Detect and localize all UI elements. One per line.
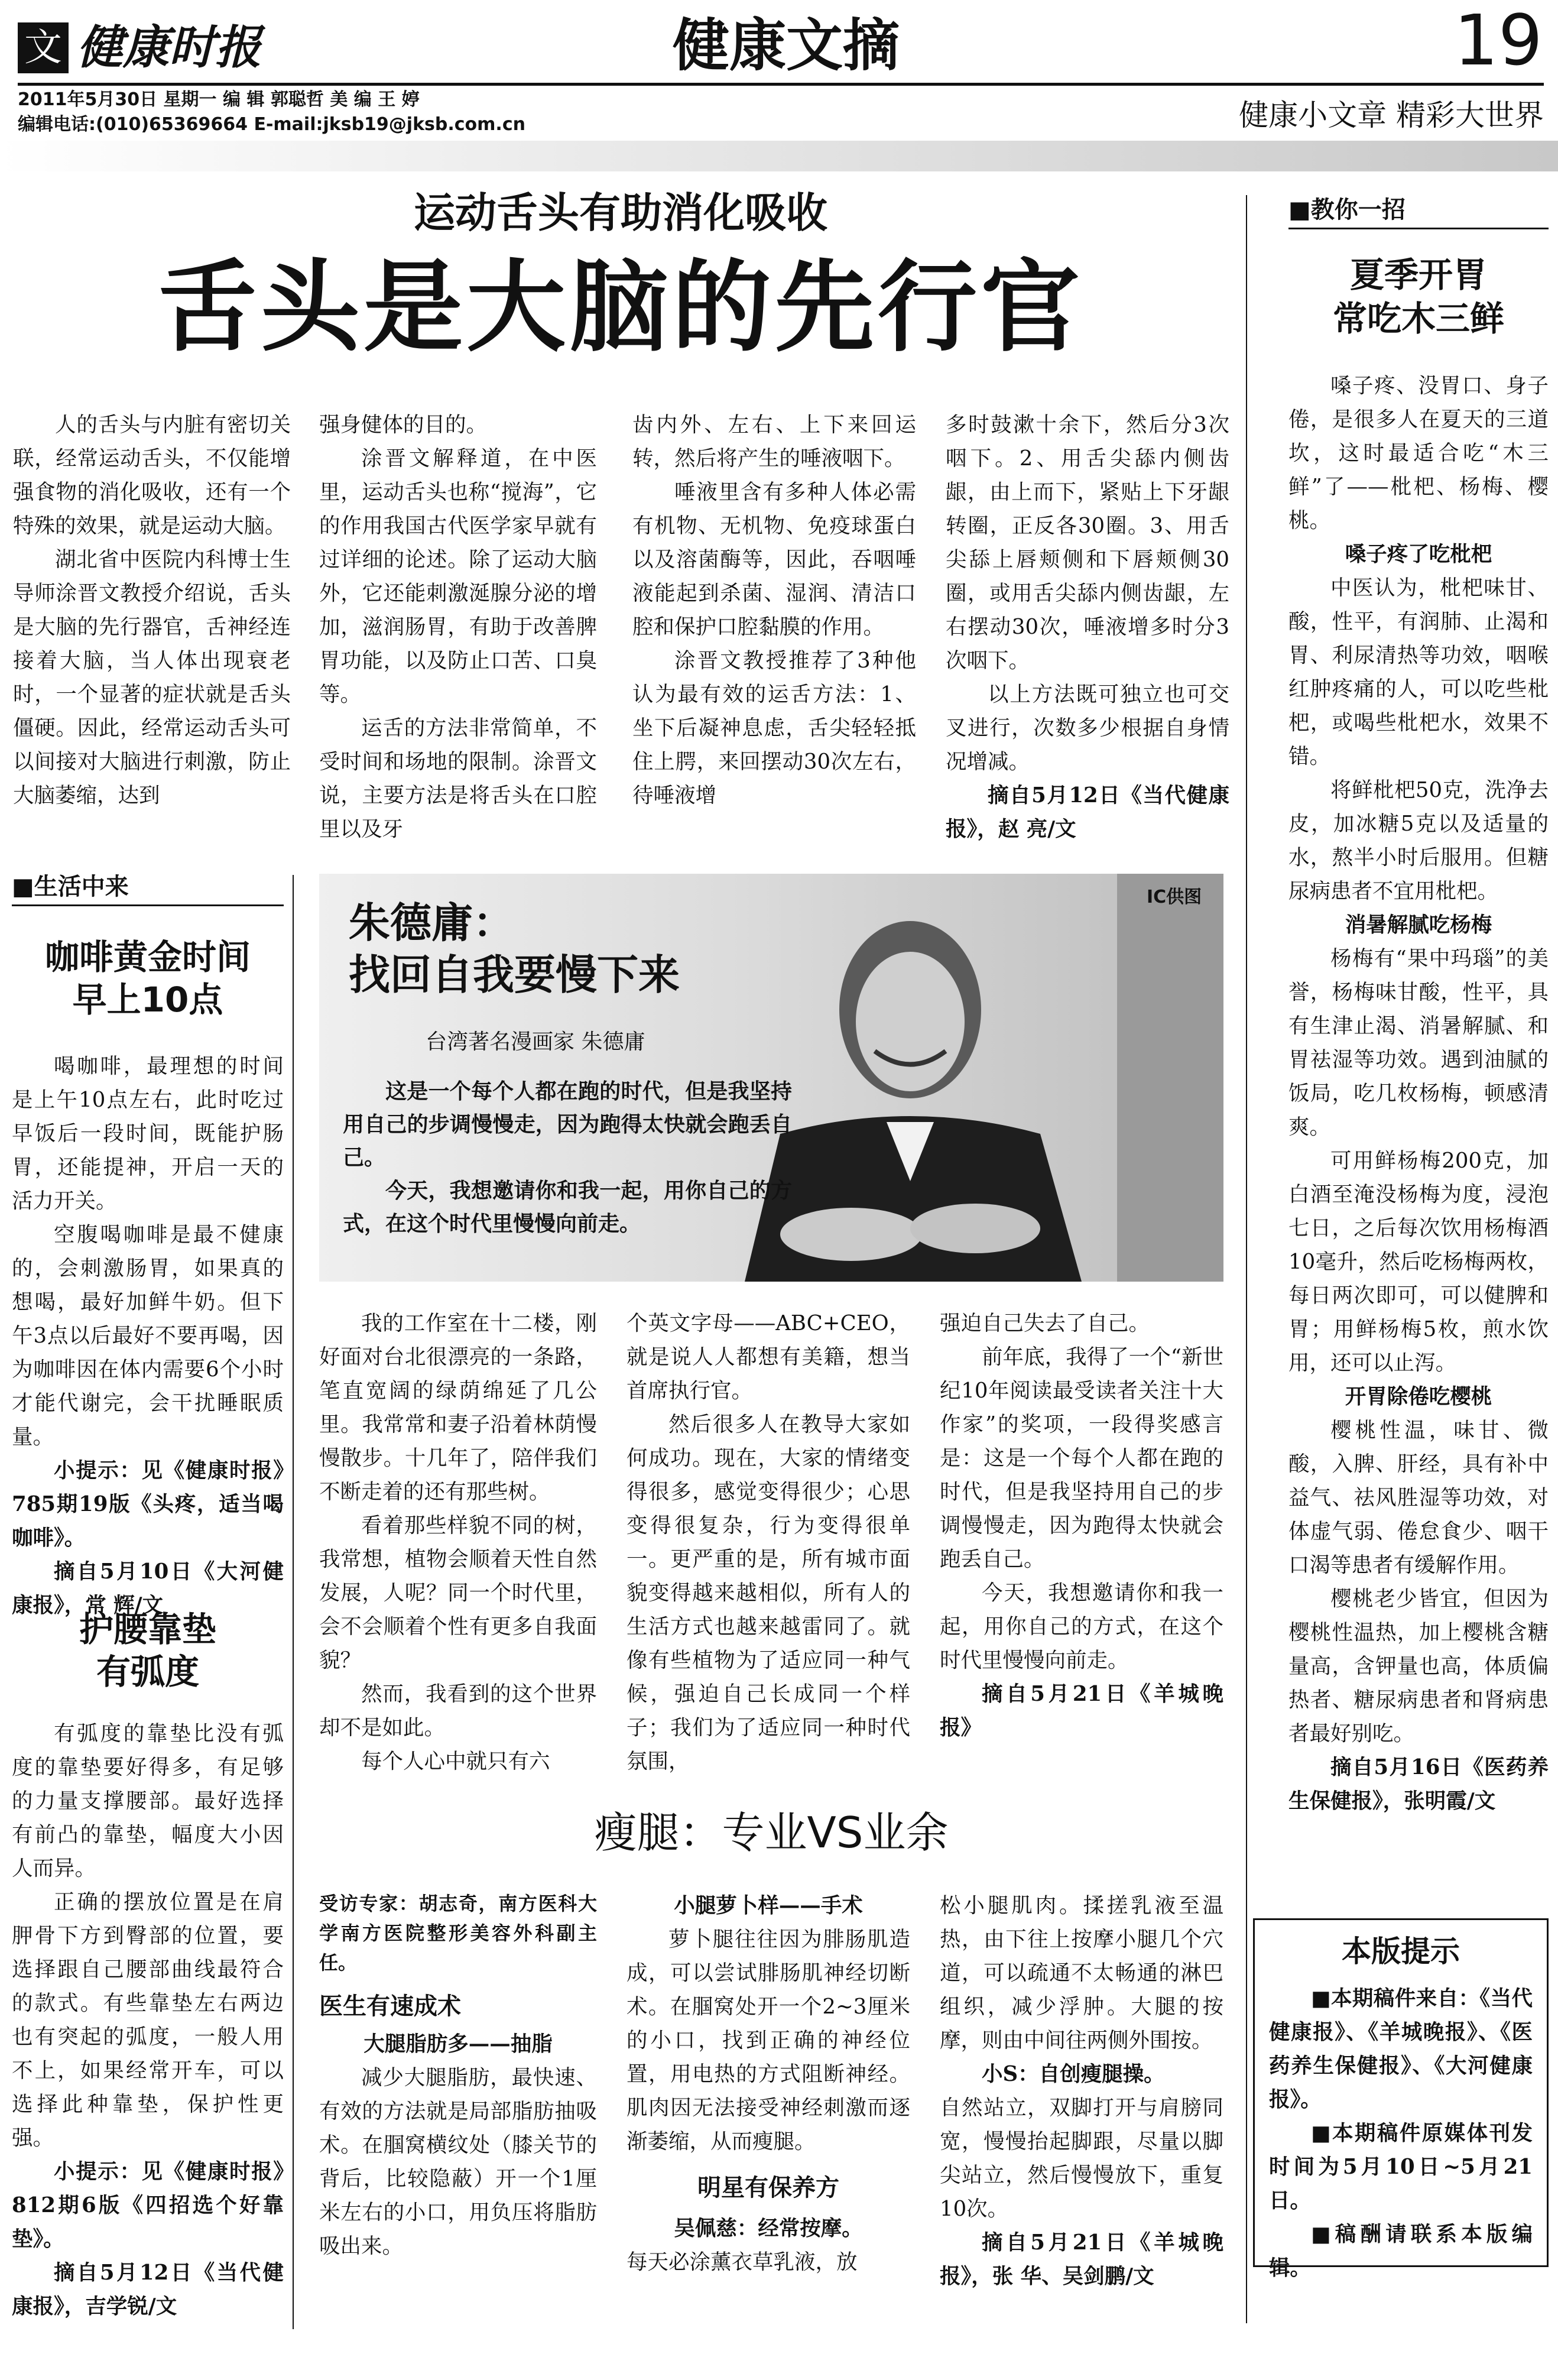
- zhu-col-1: [319, 1306, 597, 1778]
- summer-section-label: ■教你一招: [1288, 192, 1549, 229]
- legs-col-1: [319, 1889, 597, 2263]
- zhu-photo-credit: IC供图: [1147, 887, 1202, 907]
- legs-source: 摘自5月21日《羊城晚报》，张 华、吴剑鹏/文: [940, 2230, 1223, 2288]
- tongue-col-2: [319, 408, 597, 846]
- tongue-col-4: [946, 408, 1229, 846]
- zhu-col3-p1: 强迫自己失去了自己。: [940, 1311, 1150, 1335]
- tongue-col4-p2: 以上方法既可独立也可交叉进行，次数多少根据自身情况增减。: [946, 682, 1229, 774]
- zhu-col1-p3: 然而，我看到的这个世界却不是如此。: [319, 1682, 597, 1740]
- summer-sub1: 嗓子疼了吃枇杷: [1345, 542, 1492, 566]
- coffee-article: [12, 869, 284, 1622]
- zhu-col2-p2: 然后很多人在教导大家如何成功。现在，大家的情绪变得很多，感觉变得很少；心思变得很复杂，行为变得很单一。更严重的是，所有城市面貌变得越来越相似，所有人的生活方式也越来越雷同了。就像有些植物为了适应同一种气候，强迫自己长成同一个样子；我们为了适应同一种时代氛围，: [627, 1412, 910, 1773]
- zhu-byline: 台湾著名漫画家 朱德庸: [426, 1030, 645, 1054]
- summer-p2b: 可用鲜杨梅200克，加白酒至淹没杨梅为度，浸泡七日，之后每次饮用杨梅酒10毫升，然后吃杨梅两枚，每日两次即可，可以健脾和胃；用鲜杨梅5枚，煎水饮用，还可以止泻。: [1288, 1149, 1549, 1375]
- zhu-col-2: [627, 1306, 910, 1778]
- notice-item-1: ■本期稿件来自：《当代健康报》、《羊城晚报》、《医药养生保健报》、《大河健康报》。: [1269, 1986, 1533, 2112]
- zhu-title-2: 找回自我要慢下来: [349, 950, 680, 999]
- summer-p3a: 樱桃性温，味甘、微酸，入脾、肝经，具有补中益气、祛风胜湿等功效，对体虚气弱、倦怠食少、咽干口渴等患者有缓解作用。: [1288, 1418, 1549, 1577]
- notice-title: 本版提示: [1342, 1934, 1460, 1969]
- logo-mark-icon: 文: [18, 22, 69, 73]
- right-column-rule: [1246, 195, 1247, 2323]
- coffee-section-label: ■生活中来: [12, 869, 284, 906]
- zhu-quote-1: 这是一个每个人都在跑的时代，但是我坚持用自己的步调慢慢走，因为跑得太快就会跑丢自己。: [343, 1079, 792, 1170]
- zhu-photo-panel: [319, 874, 1223, 1282]
- tongue-col3-p1: 齿内外、左右、上下来回运转，然后将产生的唾液咽下。: [632, 413, 916, 471]
- legs-star1-text: 每天必涂薰衣草乳液，放: [627, 2250, 858, 2274]
- summer-intro: 嗓子疼、没胃口、身子倦，是很多人在夏天的三道坎，这时最适合吃“木三鲜”了——枇杷、杨梅、樱桃。: [1288, 374, 1549, 533]
- tongue-col2-p2: 涂晋文解释道，在中医里，运动舌头也称“搅海”，它的作用我国古代医学家早就有过详细的论述。除了运动大脑外，它还能刺激涎腺分泌的增加，滋润肠胃，有助于改善脾胃功能，以及防止口苦、口臭等。: [319, 446, 597, 706]
- notice-item-2: ■本期稿件原媒体刊发时间为5月10日~5月21日。: [1269, 2121, 1533, 2213]
- tongue-col-3: [632, 408, 916, 812]
- legs-col3-text: 松小腿肌肉。揉搓乳液至温热，由下往上按摩小腿几个穴道，可以疏通不太畅通的淋巴组织，减少浮肿。大腿的按摩，则由中间往两侧外围按。: [940, 1893, 1223, 2052]
- zhu-title-1: 朱德庸：: [349, 898, 514, 947]
- page-number: 19: [1453, 0, 1543, 81]
- legs-sub2: 小腿萝卜样——手术: [674, 1893, 863, 1918]
- logo-text: 健康时报: [77, 21, 262, 74]
- coffee-title-1: 咖啡黄金时间: [44, 937, 251, 977]
- legs-star-head: 明星有保养方: [697, 2174, 839, 2201]
- masthead-gray-bar: [0, 141, 1558, 171]
- legs-col1-text: 减少大腿脂肪，最快速、有效的方法就是局部脂肪抽吸术。在腘窝横纹处（膝关节的背后，比较隐蔽）开一个1厘米左右的小口，用负压将脂肪吸出来。: [319, 2066, 597, 2258]
- tongue-col3-p2: 唾液里含有多种人体必需有机物、无机物、免疫球蛋白以及溶菌酶等，因此，吞咽唾液能起到杀菌、湿润、清洁口腔和保护口腔黏膜的作用。: [632, 480, 916, 639]
- coffee-title-2: 早上10点: [72, 980, 223, 1020]
- legs-title: 瘦腿：专业VS业余: [594, 1808, 949, 1857]
- date-line: 2011年5月30日 星期一 编 辑 郭聪哲 美 编 王 婷: [18, 89, 420, 110]
- tongue-headline: 舌头是大脑的先行官: [158, 249, 1083, 365]
- waist-p1: 有弧度的靠垫比没有弧度的靠垫要好得多，有足够的力量支撑腰部。最好选择有前凸的靠垫，幅度大小因人而异。: [12, 1721, 284, 1880]
- waist-body: [12, 1717, 284, 2323]
- tongue-col-1: [13, 408, 291, 812]
- tongue-article: [12, 183, 1229, 869]
- coffee-p2: 空腹喝咖啡是最不健康的，会刺激肠胃，如果真的想喝，最好加鲜牛奶。但下午3点以后最好不要再喝，因为咖啡因在体内需要6个小时才能代谢完，会干扰睡眠质量。: [12, 1223, 284, 1449]
- tongue-col3-p3: 涂晋文教授推荐了3种他认为最有效的运舌方法：1、坐下后凝神息虑，舌尖轻轻抵住上腭，来回摆动30次左右，待唾液增: [632, 648, 916, 808]
- zhu-col1-p1: 我的工作室在十二楼，刚好面对台北很漂亮的一条路，笔直宽阔的绿荫绵延了几公里。我常常和妻子沿着林荫慢慢散步。十几年了，陪伴我们不断走着的还有那些树。: [319, 1311, 597, 1504]
- summer-sub2: 消暑解腻吃杨梅: [1345, 913, 1492, 937]
- legs-col-3: [940, 1889, 1223, 2293]
- zhu-quote-2: 今天，我想邀请你和我一起，用你自己的方式，在这个时代里慢慢向前走。: [343, 1178, 792, 1236]
- legs-star2: 小S：自创瘦腿操。: [982, 2062, 1165, 2086]
- summer-p2a: 杨梅有“果中玛瑙”的美誉，杨梅味甘酸，性平，具有生津止渴、消暑解腻、和胃祛湿等功效。遇到油腻的饭局，吃几枚杨梅，顿感清爽。: [1288, 946, 1549, 1139]
- slogan: 健康小文章 精彩大世界: [1239, 98, 1544, 132]
- summer-source: 摘自5月16日《医药养生保健报》，张明霞/文: [1288, 1755, 1549, 1813]
- contact-line: 编辑电话:(010)65369664 E-mail:jksb19@jksb.com.cn: [18, 114, 525, 135]
- legs-col-2: [627, 1889, 910, 2279]
- notice-box: [1253, 1918, 1549, 2280]
- summer-article: [1288, 192, 1549, 1818]
- zhu-col-3: [940, 1306, 1223, 1745]
- waist-tip: 小提示：见《健康时报》812期6版《四招选个好靠垫》。: [12, 2159, 284, 2251]
- zhu-source: 摘自5月21日《羊城晚报》: [940, 1682, 1223, 1740]
- legs-sub1: 大腿脂肪多——抽脂: [363, 2032, 553, 2056]
- zhu-quote: [343, 1075, 792, 1240]
- notice-body: [1269, 1982, 1533, 2285]
- summer-p1b: 将鲜枇杷50克，洗净去皮，加冰糖5克以及适量的水，熬半小时后服用。但糖尿病患者不宜用枇杷。: [1288, 778, 1549, 903]
- summer-title-2: 常吃木三鲜: [1332, 299, 1504, 339]
- waist-article: [12, 1608, 284, 2323]
- zhu-col1-p4: 每个人心中就只有六: [361, 1749, 550, 1773]
- tongue-kicker: 运动舌头有助消化吸收: [414, 188, 827, 237]
- waist-title-2: 有弧度: [96, 1652, 199, 1692]
- masthead: [0, 0, 1558, 177]
- coffee-tip: 小提示：见《健康时报》785期19版《头疼，适当喝咖啡》。: [12, 1458, 284, 1550]
- summer-sub3: 开胃除倦吃樱桃: [1345, 1384, 1492, 1409]
- zhu-col1-p2: 看着那些样貌不同的树，我常想，植物会顺着天性自然发展，人呢？同一个时代里，会不会顺着个性有更多自我面貌？: [319, 1513, 597, 1672]
- tongue-source: 摘自5月12日《当代健康报》，赵 亮/文: [946, 783, 1229, 841]
- summer-p3b: 樱桃老少皆宜，但因为樱桃性温热，加上樱桃含糖量高，含钾量也高，体质偏热者、糖尿病患者和肾病患者最好别吃。: [1288, 1587, 1549, 1746]
- waist-p2: 正确的摆放位置是在肩胛骨下方到臀部的位置，要选择跟自己腰部曲线最符合的款式。有些靠垫左右两边也有突起的弧度，一般人用不上，如果经常开车，可以选择此种靠垫，保护性更强。: [12, 1890, 284, 2150]
- waist-source: 摘自5月12日《当代健康报》，吉学锐/文: [12, 2261, 284, 2319]
- tongue-col4-p1: 多时鼓漱十余下，然后分3次咽下。2、用舌尖舔内侧齿龈，由上而下，紧贴上下牙龈转圈，正反各30圈。3、用舌尖舔上唇颊侧和下唇颊侧30圈，或用舌尖舔内侧齿龈，左右摆动30次，唾液增多时分3次咽下。: [946, 413, 1229, 673]
- summer-title-1: 夏季开胃: [1349, 255, 1487, 295]
- section-title: 健康文摘: [673, 12, 900, 79]
- summer-p1a: 中医认为，枇杷味甘、酸，性平，有润肺、止渴和胃、利尿清热等功效，咽喉红肿疼痛的人，可以吃些枇杷，或喝些枇杷水，效果不错。: [1288, 576, 1549, 769]
- summer-body: [1288, 369, 1549, 1818]
- legs-expert: 受访专家：胡志奇，南方医科大学南方医院整形美容外科副主任。: [319, 1892, 597, 1974]
- coffee-body: [12, 1049, 284, 1622]
- coffee-source: 摘自5月10日《大河健康报》，常 辉/文: [12, 1559, 284, 1617]
- legs-doctor-head: 医生有速成术: [319, 1993, 461, 2020]
- tongue-col2-p1: 强身健体的目的。: [319, 413, 488, 437]
- legs-star2-text: 自然站立，双脚打开与肩膀同宽，慢慢抬起脚跟，尽量以脚尖站立，然后慢慢放下，重复10次。: [940, 2096, 1223, 2221]
- notice-item-3: ■稿酬请联系本版编辑。: [1269, 2222, 1533, 2280]
- coffee-p1: 喝咖啡，最理想的时间是上午10点左右，此时吃过早饭后一段时间，既能护肠胃，还能提神，开启一天的活力开关。: [12, 1054, 284, 1213]
- zhu-col2-p1: 个英文字母——ABC+CEO，就是说人人都想有美籍，想当首席执行官。: [627, 1311, 910, 1403]
- waist-title-1: 护腰靠垫: [79, 1609, 216, 1649]
- tongue-col1-p2: 湖北省中医院内科博士生导师涂晋文教授介绍说，舌头是大脑的先行器官，舌神经连接着大脑，当人体出现衰老时，一个显著的症状就是舌头僵硬。因此，经常运动舌头可以间接对大脑进行刺激，防止大脑萎缩，达到: [13, 547, 291, 808]
- logo: [18, 22, 266, 76]
- zhu-col3-p3: 今天，我想邀请你和我一起，用你自己的方式，在这个时代里慢慢向前走。: [940, 1581, 1223, 1672]
- tongue-col2-p3: 运舌的方法非常简单，不受时间和场地的限制。涂晋文说，主要方法是将舌头在口腔里以及牙: [319, 716, 597, 841]
- tongue-col1-p1: 人的舌头与内脏有密切关联，经常运动舌头，不仅能增强食物的消化吸收，还有一个特殊的效果，就是运动大脑。: [13, 413, 291, 538]
- legs-star1: 吴佩慈：经常按摩。: [674, 2216, 863, 2240]
- left-column-rule: [293, 875, 294, 2329]
- legs-col2-text: 萝卜腿往往因为腓肠肌造成，可以尝试腓肠肌神经切断术。在腘窝处开一个2~3厘米的小口，找到正确的神经位置，用电热的方式阻断神经。肌肉因无法接受神经刺激而逐渐萎缩，从而瘦腿。: [627, 1927, 910, 2154]
- masthead-rule: [18, 83, 1544, 86]
- zhu-col3-p2: 前年底，我得了一个“新世纪10年阅读最受读者关注十大作家”的奖项，一段得奖感言是：这是一个每个人都在跑的时代，但是我坚持用自己的步调慢慢走，因为跑得太快就会跑丢自己。: [940, 1345, 1223, 1571]
